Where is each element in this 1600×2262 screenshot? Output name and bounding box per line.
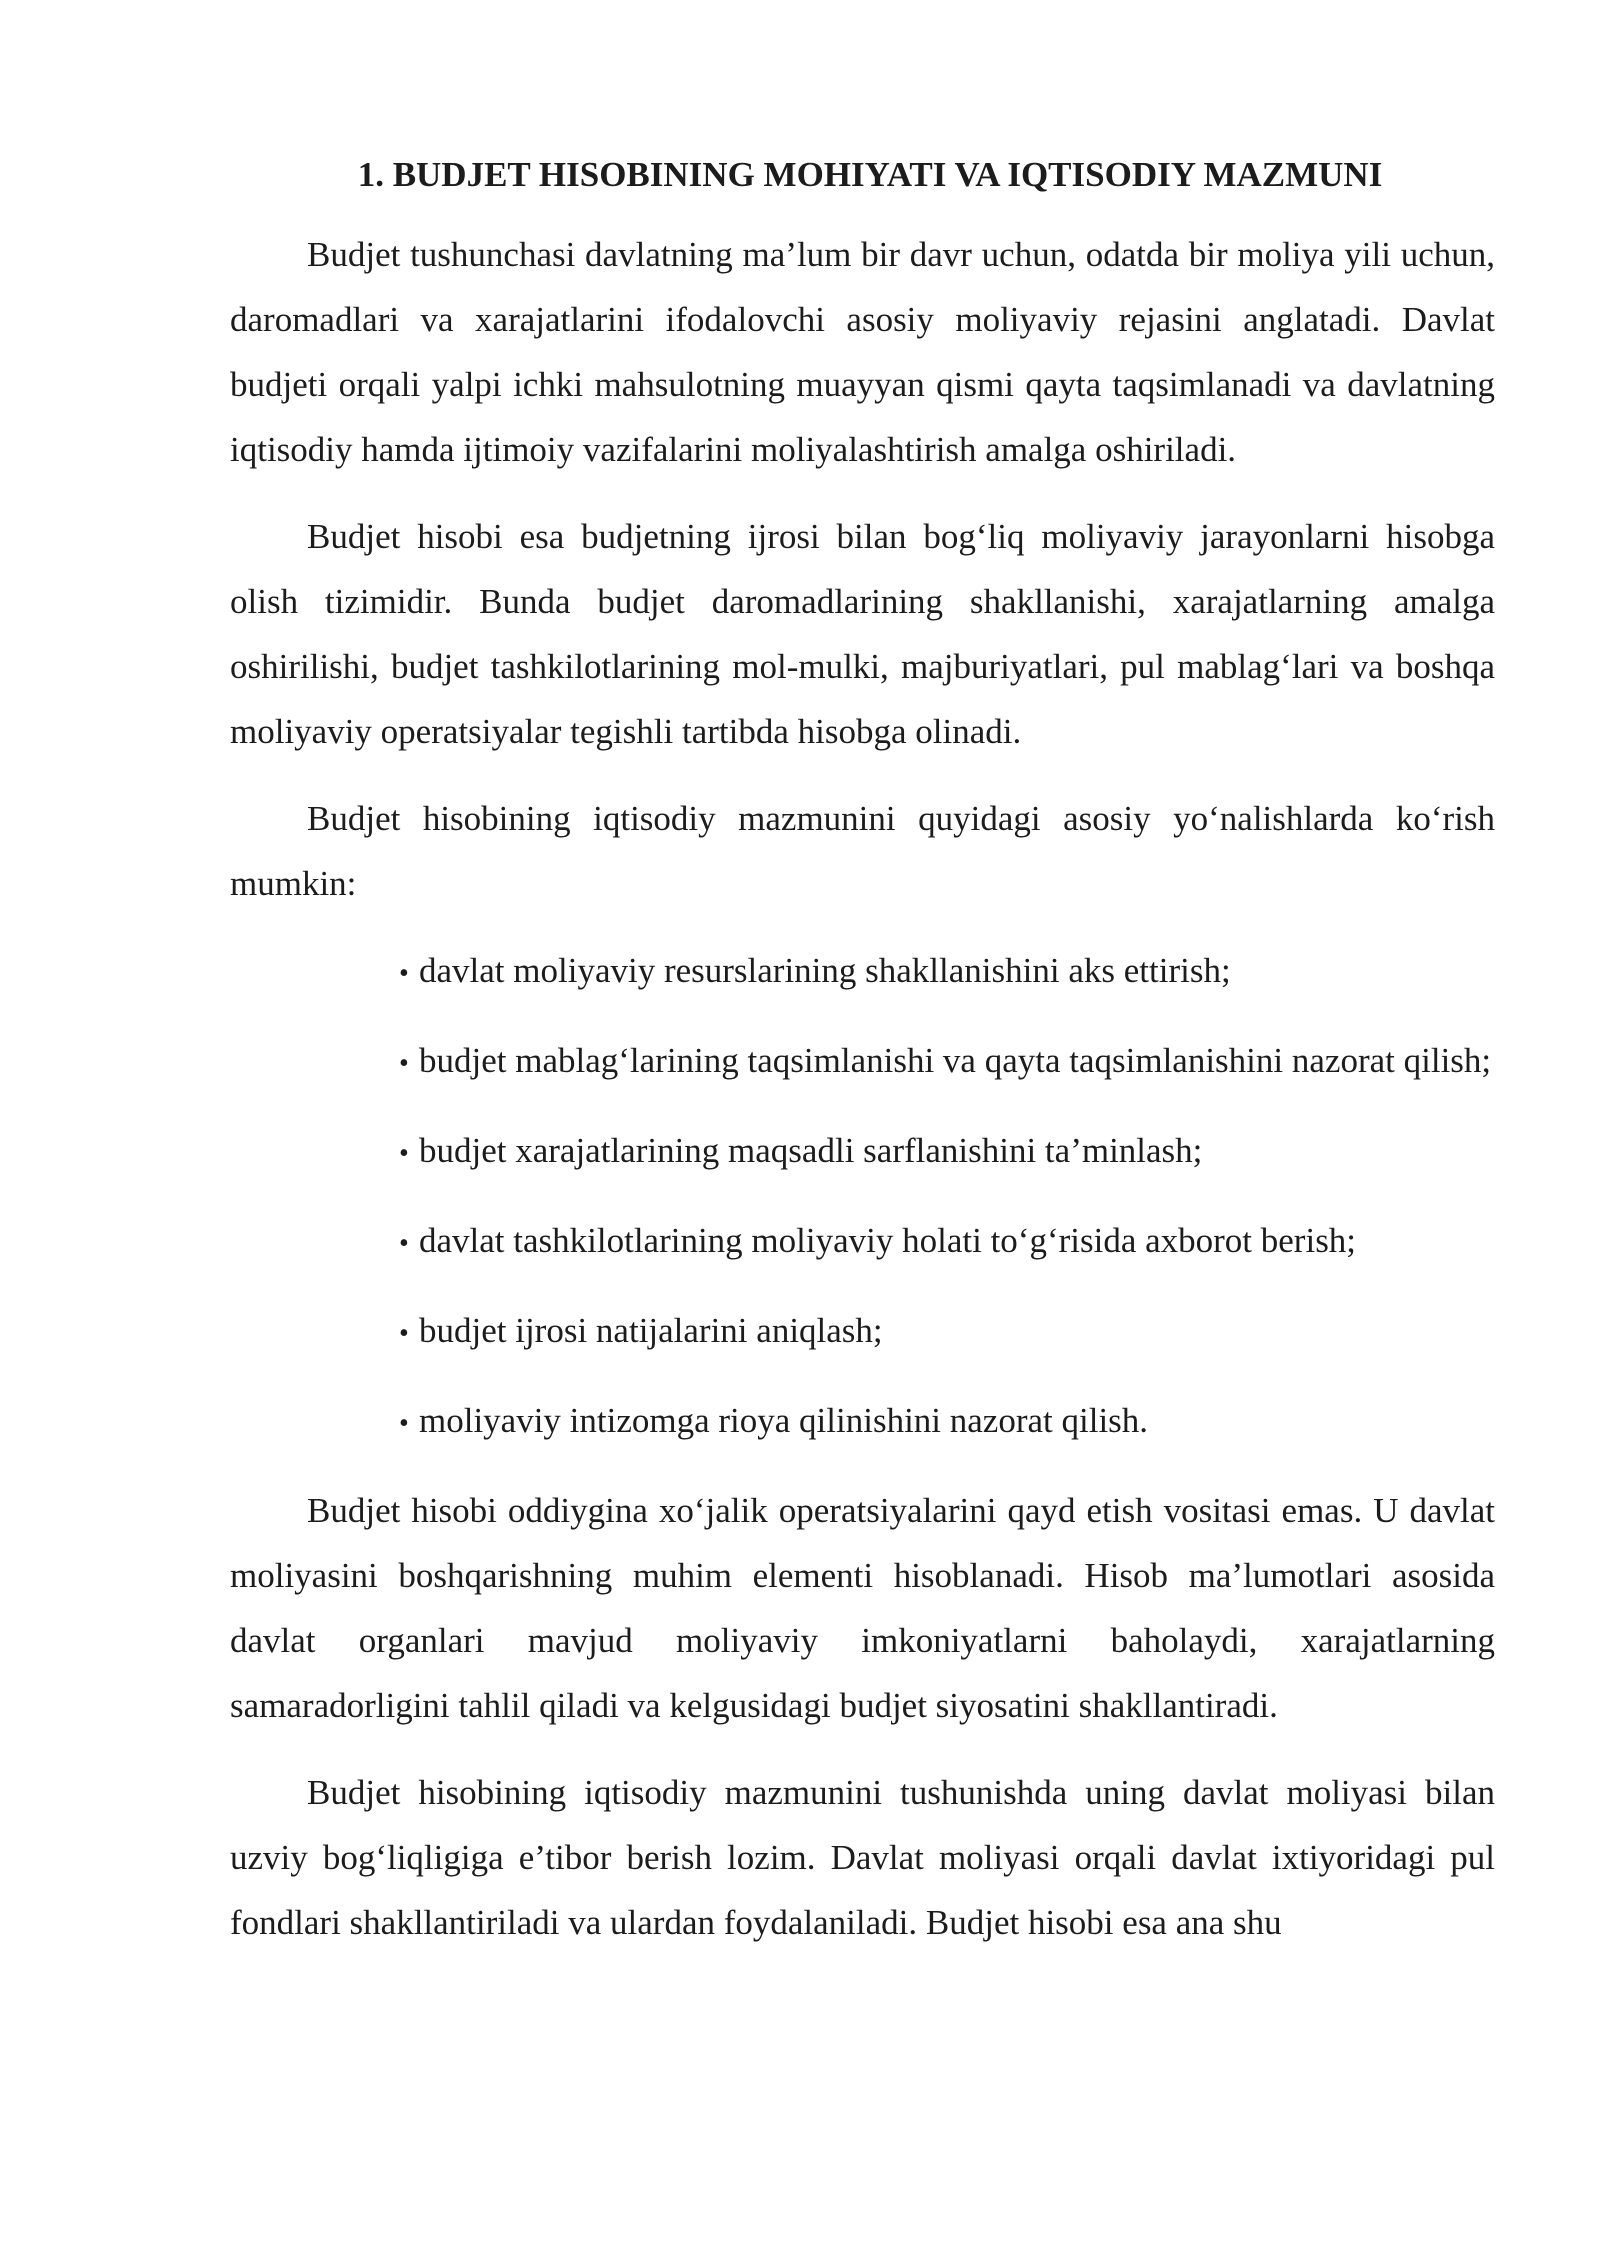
bullet-icon: •: [399, 958, 409, 989]
paragraph-public-finance: Budjet hisobining iqtisodiy mazmunini tushunishda uning davlat moliyasi bilan uzviy bog‘liqligiga e’tibor berish lozim. Davlat moliyasi orqali davlat ixtiyoridagi pul fondlari shakllantiriladi va ulardan foydalaniladi. Budjet hisobi esa ana shu: [230, 1773, 1495, 1942]
list-item: [327, 1028, 1495, 1096]
list-item: [327, 1388, 1495, 1456]
paragraph-directions-intro: Budjet hisobining iqtisodiy mazmunini quyidagi asosiy yo‘nalishlarda ko‘rish mumkin:: [230, 799, 1495, 903]
list-item-text: davlat moliyaviy resurslarining shakllanishini aks ettirish;: [419, 951, 1231, 990]
list-item-text: budjet xarajatlarining maqsadli sarflanishini ta’minlash;: [419, 1131, 1203, 1170]
list-item: [327, 938, 1495, 1006]
bullet-icon: •: [399, 1048, 409, 1079]
list-item-text: davlat tashkilotlarining moliyaviy holati to‘g‘risida axborot berish;: [419, 1221, 1357, 1260]
list-item: [327, 1298, 1495, 1366]
bullet-icon: •: [399, 1138, 409, 1169]
list-item-text: budjet mablag‘larining taqsimlanishi va qayta taqsimlanishini nazorat qilish;: [419, 1041, 1492, 1080]
directions-list: [230, 938, 1495, 1456]
document-page: [230, 150, 1495, 1977]
bullet-icon: •: [399, 1408, 409, 1439]
bullet-icon: •: [399, 1318, 409, 1349]
list-item-text: moliyaviy intizomga rioya qilinishini nazorat qilish.: [419, 1401, 1149, 1440]
list-item-text: budjet ijrosi natijalarini aniqlash;: [419, 1311, 883, 1350]
bullet-icon: •: [399, 1228, 409, 1259]
paragraph-accounting-role: Budjet hisobi oddiygina xo‘jalik operatsiyalarini qayd etish vositasi emas. U davlat moliyasini boshqarishning muhim elementi hisoblanadi. Hisob ma’lumotlari asosida davlat organlari mavjud moliyaviy imkoniyatlarni baholaydi, xarajatlarning samaradorligini tahlil qiladi va kelgusidagi budjet siyosatini shakllantiradi.: [230, 1491, 1495, 1725]
list-item: [327, 1118, 1495, 1186]
list-item: [327, 1208, 1495, 1276]
section-heading: 1. BUDJET HISOBINING MOHIYATI VA IQTISODIY MAZMUNI: [357, 155, 1383, 194]
paragraph-budget-accounting: Budjet hisobi esa budjetning ijrosi bilan bog‘liq moliyaviy jarayonlarni hisobga olish tizimidir. Bunda budjet daromadlarining shakllanishi, xarajatlarning amalga oshirilishi, budjet tashkilotlarining mol-mulki, majburiyatlari, pul mablag‘lari va boshqa moliyaviy operatsiyalar tegishli tartibda hisobga olinadi.: [230, 517, 1495, 751]
paragraph-budget-concept: Budjet tushunchasi davlatning ma’lum bir davr uchun, odatda bir moliya yili uchun, daromadlari va xarajatlarini ifodalovchi asosiy moliyaviy rejasini anglatadi. Davlat budjeti orqali yalpi ichki mahsulotning muayyan qismi qayta taqsimlanadi va davlatning iqtisodiy hamda ijtimoiy vazifalarini moliyalashtirish amalga oshiriladi.: [230, 235, 1495, 469]
